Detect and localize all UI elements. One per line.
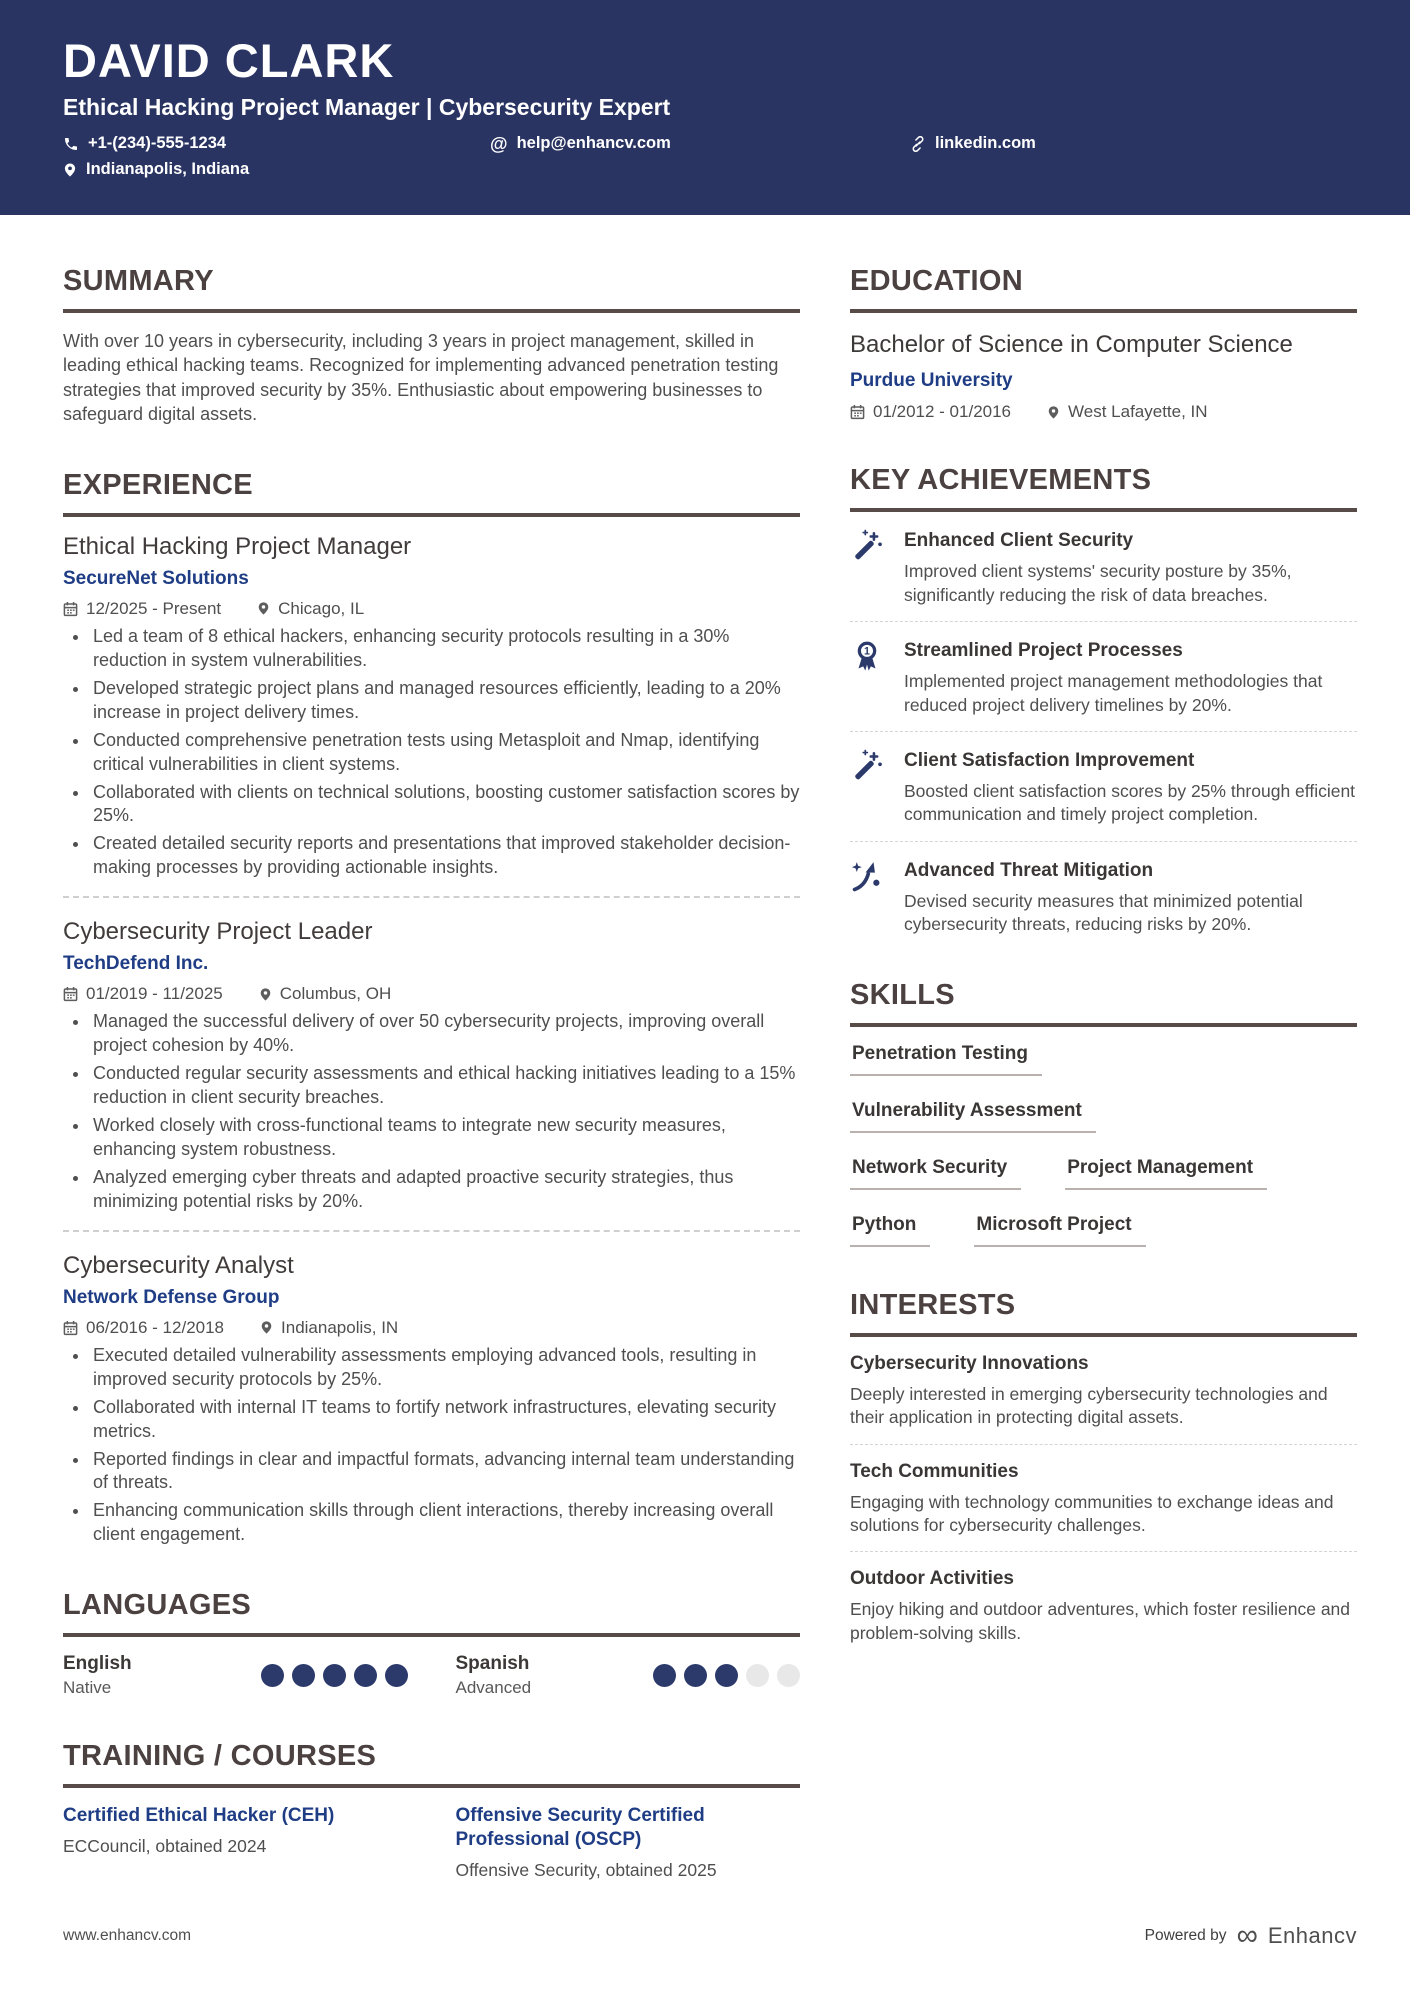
- interest-text: Deeply interested in emerging cybersecurity technologies and their application in protecting digital assets.: [850, 1383, 1328, 1428]
- location-contact: [63, 160, 1347, 179]
- link-icon: [910, 136, 926, 152]
- header: [0, 0, 1410, 215]
- pin-icon: [257, 601, 270, 616]
- experience-heading: EXPERIENCE: [63, 469, 800, 517]
- company-name: Network Defense Group: [63, 1286, 280, 1308]
- job-dates: 06/2016 - 12/2018: [63, 1318, 224, 1338]
- language-item: [63, 1653, 408, 1698]
- job-location: Indianapolis, IN: [260, 1318, 398, 1338]
- education-location: West Lafayette, IN: [1047, 402, 1208, 422]
- achievement-item: [850, 748, 1357, 827]
- course-title: Offensive Security Certified Professional (OSCP): [455, 1805, 705, 1850]
- bullet: • Created detailed security reports and presentations that improved stakeholder decision-making processes by providing actionable insights.: [90, 832, 800, 880]
- level-dot: [261, 1664, 284, 1687]
- job-location: Chicago, IL: [257, 599, 364, 619]
- bullet: • Collaborated with clients on technical solutions, boosting customer satisfaction scores by 25%.: [90, 781, 800, 829]
- linkedin-contact[interactable]: [910, 134, 1347, 153]
- summary-heading: SUMMARY: [63, 265, 800, 313]
- language-level-dots: [653, 1664, 800, 1687]
- job-bullets: [63, 1344, 800, 1548]
- summary-section: [63, 265, 800, 427]
- job-bullets: [63, 625, 800, 880]
- website-link[interactable]: www.enhancv.com: [63, 1927, 192, 1944]
- job-bullets: [63, 1010, 800, 1214]
- magic-wand-icon: [850, 528, 886, 607]
- bullet: • Collaborated with internal IT teams to fortify network infrastructures, elevating security metrics.: [90, 1396, 800, 1444]
- job-title: Ethical Hacking Project Manager: [63, 532, 412, 560]
- pin-icon: [1047, 405, 1060, 420]
- training-heading: TRAINING / COURSES: [63, 1740, 800, 1788]
- phone-icon: [63, 136, 79, 152]
- achievement-item: [850, 528, 1357, 607]
- job-meta: [63, 599, 800, 619]
- company-name: TechDefend Inc.: [63, 953, 209, 975]
- achievement-item: [850, 638, 1357, 717]
- divider: [850, 621, 1357, 622]
- bullet: • Developed strategic project plans and managed resources efficiently, leading to a 20% increase in project delivery times.: [90, 677, 800, 725]
- phone-contact: [63, 134, 490, 153]
- interest-title: Outdoor Activities: [850, 1568, 1014, 1590]
- divider: [63, 896, 800, 898]
- education-meta: [850, 402, 1357, 422]
- experience-entry: [63, 918, 800, 1214]
- degree-title: Bachelor of Science in Computer Science: [850, 331, 1293, 358]
- person-name: DAVID CLARK: [63, 34, 395, 87]
- divider: [63, 1230, 800, 1232]
- medal-icon: [850, 638, 886, 717]
- school-name: Purdue University: [850, 370, 1013, 392]
- bullet: • Worked closely with cross-functional teams to integrate new security measures, enhancing system robustness.: [90, 1114, 800, 1162]
- enhancv-wordmark: Enhancv: [1267, 1923, 1357, 1948]
- achievement-title: Client Satisfaction Improvement: [904, 749, 1195, 771]
- job-location: Columbus, OH: [259, 984, 391, 1004]
- language-name: English: [63, 1653, 132, 1675]
- interest-text: Engaging with technology communities to exchange ideas and solutions for cybersecurity challenges.: [850, 1491, 1334, 1535]
- interest-item: [850, 1568, 1357, 1645]
- job-title: Cybersecurity Project Leader: [63, 918, 373, 946]
- course-item: [63, 1804, 408, 1881]
- interest-item: [850, 1353, 1357, 1430]
- skill-tag: Network Security: [850, 1157, 1021, 1190]
- job-title: Cybersecurity Analyst: [63, 1251, 294, 1279]
- powered-by-badge[interactable]: [1144, 1919, 1357, 1952]
- level-dot: [653, 1664, 676, 1687]
- achievement-title: Streamlined Project Processes: [904, 640, 1183, 662]
- language-name: Spanish: [455, 1653, 530, 1675]
- bullet: • Conducted regular security assessments and ethical hacking initiatives leading to a 15% reduction in client security breaches.: [90, 1062, 800, 1110]
- summary-text: With over 10 years in cybersecurity, including 3 years in project management, skilled in leading ethical hacking teams. Recognized for implementing advanced penetration testing strategies that improved security by 35%. Enthusiastic about empowering businesses to safeguard digital assets.: [63, 331, 779, 425]
- contact-row: [63, 134, 1347, 179]
- achievements-heading: KEY ACHIEVEMENTS: [850, 464, 1357, 512]
- bullet: • Reported findings in clear and impactful formats, advancing internal team understanding of threats.: [90, 1448, 800, 1496]
- job-meta: [63, 1318, 800, 1338]
- calendar-icon: [63, 986, 78, 1002]
- level-dot: [323, 1664, 346, 1687]
- language-item: [456, 1653, 801, 1698]
- skill-tag: Microsoft Project: [974, 1214, 1145, 1247]
- job-dates: 12/2025 - Present: [63, 599, 221, 619]
- left-column: [63, 265, 800, 1881]
- course-title: Certified Ethical Hacker (CEH): [63, 1805, 335, 1827]
- calendar-icon: [63, 601, 78, 617]
- course-detail: ECCouncil, obtained 2024: [63, 1836, 267, 1856]
- interests-section: [850, 1289, 1357, 1646]
- at-icon: @: [490, 133, 508, 154]
- interest-item: [850, 1461, 1357, 1538]
- job-dates: 01/2019 - 11/2025: [63, 984, 223, 1004]
- course-item: [456, 1804, 801, 1881]
- job-headline: Ethical Hacking Project Manager | Cybersecurity Expert: [63, 94, 671, 121]
- skill-tag: Python: [850, 1214, 930, 1247]
- achievement-text: Boosted client satisfaction scores by 25% through efficient communication and timely project completion.: [904, 780, 1356, 825]
- experience-entry: [63, 1252, 800, 1548]
- achievement-text: Implemented project management methodologies that reduced project delivery timelines by 20%.: [904, 671, 1323, 715]
- bullet: • Managed the successful delivery of over 50 cybersecurity projects, improving overall project cohesion by 40%.: [90, 1010, 800, 1058]
- experience-entry: [63, 533, 800, 880]
- education-heading: EDUCATION: [850, 265, 1357, 313]
- interests-heading: INTERESTS: [850, 1289, 1357, 1337]
- footer: [63, 1919, 1357, 1952]
- interest-text: Enjoy hiking and outdoor adventures, which foster resilience and problem-solving skills.: [850, 1599, 1351, 1643]
- language-level: Native: [63, 1678, 112, 1698]
- achievement-item: [850, 858, 1357, 937]
- divider: [850, 1551, 1357, 1552]
- language-level: Advanced: [455, 1678, 532, 1698]
- skill-tag: Project Management: [1065, 1157, 1267, 1190]
- resume-body: [0, 265, 1410, 1881]
- divider: [850, 841, 1357, 842]
- bullet: • Enhancing communication skills through client interactions, thereby increasing overall client engagement.: [90, 1499, 800, 1547]
- achievement-title: Advanced Threat Mitigation: [904, 859, 1154, 881]
- level-dot: [385, 1664, 408, 1687]
- languages-heading: LANGUAGES: [63, 1589, 800, 1637]
- skills-section: [850, 979, 1357, 1247]
- course-detail: Offensive Security, obtained 2025: [455, 1859, 717, 1880]
- skill-tag: Penetration Testing: [850, 1043, 1042, 1076]
- achievement-text: Improved client systems' security posture by 35%, significantly reducing the risk of data breaches.: [904, 561, 1292, 605]
- pin-icon: [259, 987, 272, 1002]
- bullet: • Executed detailed vulnerability assessments employing advanced tools, resulting in improved security protocols by 25%.: [90, 1344, 800, 1392]
- experience-section: [63, 469, 800, 1547]
- education-dates: 01/2012 - 01/2016: [850, 402, 1011, 422]
- level-dot: [292, 1664, 315, 1687]
- svg-text:1: 1: [864, 645, 870, 658]
- level-dot: [354, 1664, 377, 1687]
- right-column: [850, 265, 1357, 1881]
- bullet: • Analyzed emerging cyber threats and adapted proactive security strategies, thus minimizing potential risks by 20%.: [90, 1166, 800, 1214]
- achievement-text: Devised security measures that minimized potential cybersecurity threats, reducing risks by 20%.: [904, 890, 1303, 935]
- email-contact[interactable]: [490, 134, 910, 153]
- calendar-icon: [850, 404, 865, 420]
- achievement-title: Enhanced Client Security: [904, 530, 1134, 552]
- training-section: [63, 1740, 800, 1881]
- level-dot: [715, 1664, 738, 1687]
- skill-tag: Vulnerability Assessment: [850, 1100, 1096, 1133]
- company-name: SecureNet Solutions: [63, 567, 249, 589]
- interest-title: Cybersecurity Innovations: [850, 1352, 1089, 1374]
- bullet: • Led a team of 8 ethical hackers, enhancing security protocols resulting in a 30% reduction in system vulnerabilities.: [90, 625, 800, 673]
- calendar-icon: [63, 1320, 78, 1336]
- divider: [850, 1444, 1357, 1445]
- powered-by-label: Powered by: [1144, 1927, 1227, 1944]
- level-dot: [777, 1664, 800, 1687]
- pin-icon: [260, 1320, 273, 1335]
- job-meta: [63, 984, 800, 1004]
- enhancv-logo-icon: ∞: [1236, 1919, 1258, 1952]
- pin-icon: [63, 162, 77, 178]
- linkedin-url: linkedin.com: [935, 134, 1036, 153]
- level-dot: [684, 1664, 707, 1687]
- phone-number: +1-(234)-555-1234: [88, 134, 227, 153]
- achievements-section: [850, 464, 1357, 937]
- level-dot: [746, 1664, 769, 1687]
- magic-wand-icon: [850, 748, 886, 827]
- language-level-dots: [261, 1664, 408, 1687]
- shooting-star-icon: [850, 858, 886, 937]
- location-text: Indianapolis, Indiana: [86, 160, 250, 179]
- interest-title: Tech Communities: [850, 1460, 1019, 1482]
- education-section: [850, 265, 1357, 422]
- skills-heading: SKILLS: [850, 979, 1357, 1027]
- languages-section: [63, 1589, 800, 1698]
- email-address: help@enhancv.com: [516, 134, 671, 153]
- bullet: • Conducted comprehensive penetration tests using Metasploit and Nmap, identifying critical vulnerabilities in client systems.: [90, 729, 800, 777]
- divider: [850, 731, 1357, 732]
